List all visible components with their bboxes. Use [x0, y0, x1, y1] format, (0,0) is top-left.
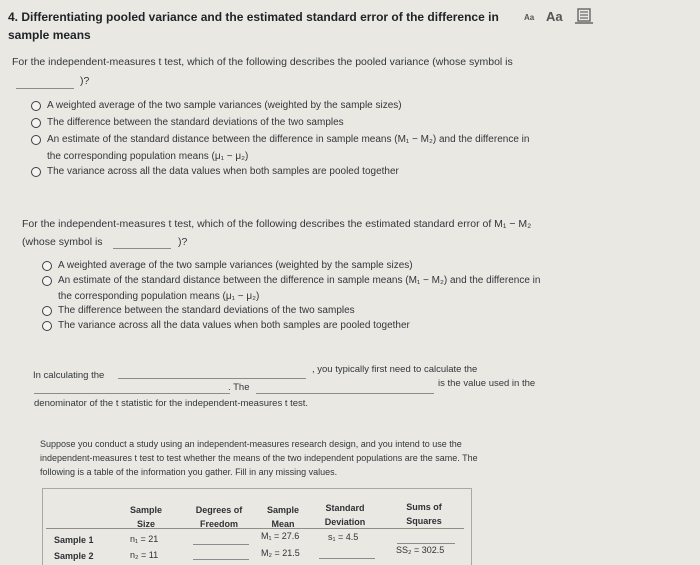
q1-option-4-radio[interactable]	[31, 167, 41, 177]
q2-prompt-line2: (whose symbol is	[22, 236, 103, 248]
question-title-line2: sample means	[8, 28, 91, 42]
q1-option-1-label[interactable]: A weighted average of the two sample variances (weighted by the sample sizes)	[47, 100, 402, 111]
header-standard-deviation: Standard Deviation	[324, 503, 366, 527]
reader-icon[interactable]	[575, 8, 593, 24]
q2-option-4-radio[interactable]	[42, 321, 52, 331]
header-sums-of-squares: Sums of Squares	[406, 502, 442, 526]
q2-option-1-radio[interactable]	[42, 261, 52, 271]
q2-symbol-dropdown[interactable]	[113, 238, 171, 249]
q4-text-2: independent-measures t test to test whether the means of the two independent populations are the same. The	[40, 453, 478, 463]
q1-option-1-radio[interactable]	[31, 101, 41, 111]
question-title: 4. Differentiating pooled variance and the estimated standard error of the difference in	[8, 10, 499, 24]
q1-option-3-label[interactable]: An estimate of the standard distance between the difference in sample means (M₁ − M₂) and the difference in	[47, 134, 530, 145]
row-1-sample-size: n₁ = 21	[130, 534, 159, 544]
row-2-std-dev-input[interactable]	[319, 558, 375, 559]
row-1-std-dev: s₁ = 4.5	[328, 532, 359, 542]
q3-text-5: denominator of the t statistic for the independent-measures t test.	[34, 398, 309, 409]
q1-option-3-radio[interactable]	[31, 135, 41, 145]
q3-dropdown-1[interactable]	[118, 377, 306, 379]
header-sample-mean: Sample Mean	[266, 505, 299, 529]
font-smaller-button[interactable]: Aa	[524, 13, 535, 22]
q2-option-4-label[interactable]: The variance across all the data values when both samples are pooled together	[58, 320, 410, 331]
q1-prompt: For the independent-measures t test, which of the following describes the pooled variance (whose symbol is	[12, 56, 513, 68]
q2-option-1-label[interactable]: A weighted average of the two sample variances (weighted by the sample sizes)	[58, 260, 413, 271]
q2-option-3-radio[interactable]	[42, 306, 52, 316]
q1-option-2-radio[interactable]	[31, 118, 41, 128]
font-larger-button[interactable]: Aa	[546, 9, 563, 24]
q1-prompt-end: )?	[80, 75, 90, 87]
q2-option-2-radio[interactable]	[42, 276, 52, 286]
header-degrees-of-freedom: Degrees of Freedom	[195, 505, 243, 529]
q3-dropdown-3[interactable]	[256, 392, 434, 394]
q2-prompt: For the independent-measures t test, which of the following describes the estimated standard error of M₁ − M₂	[22, 218, 532, 230]
row-1-sample-mean: M₁ = 27.6	[261, 531, 300, 541]
header-sample-size: Sample Size	[129, 505, 162, 529]
q3-text-3: . The	[228, 382, 250, 393]
row-2-df-input[interactable]	[193, 559, 249, 560]
q3-text-1: In calculating the	[33, 370, 105, 381]
q1-symbol-dropdown[interactable]	[16, 78, 74, 89]
row-2-sums-of-squares: SS₂ = 302.5	[396, 545, 445, 555]
q4-text-3: following is a table of the information you gather. Fill in any missing values.	[40, 467, 338, 477]
q1-option-4-label[interactable]: The variance across all the data values when both samples are pooled together	[47, 166, 399, 177]
q1-option-2-label[interactable]: The difference between the standard deviations of the two samples	[47, 117, 344, 128]
q2-prompt-end: )?	[178, 236, 188, 248]
q3-text-2: , you typically first need to calculate the	[312, 364, 478, 375]
q4-text-1: Suppose you conduct a study using an independent-measures research design, and you intend to use the	[40, 439, 462, 449]
q1-option-3-label-cont[interactable]: the corresponding population means (μ₁ − μ₂)	[47, 151, 249, 162]
row-1-ss-input[interactable]	[397, 543, 455, 544]
q2-option-3-label[interactable]: The difference between the standard deviations of the two samples	[58, 305, 355, 316]
row-2-sample-size: n₂ = 11	[130, 550, 159, 560]
header-divider	[46, 528, 464, 529]
q3-text-4: is the value used in the	[438, 378, 536, 389]
row-1-df-input[interactable]	[193, 544, 249, 545]
row-2-sample-mean: M₂ = 21.5	[261, 548, 300, 558]
q2-option-2-label[interactable]: An estimate of the standard distance between the difference in sample means (M₁ − M₂) and the difference in	[58, 275, 541, 286]
q3-dropdown-2[interactable]	[34, 392, 230, 394]
q2-option-2-label-cont[interactable]: the corresponding population means (μ₁ − μ₂)	[58, 291, 260, 302]
row-1-label: Sample 1	[54, 535, 94, 545]
row-2-label: Sample 2	[54, 551, 94, 561]
